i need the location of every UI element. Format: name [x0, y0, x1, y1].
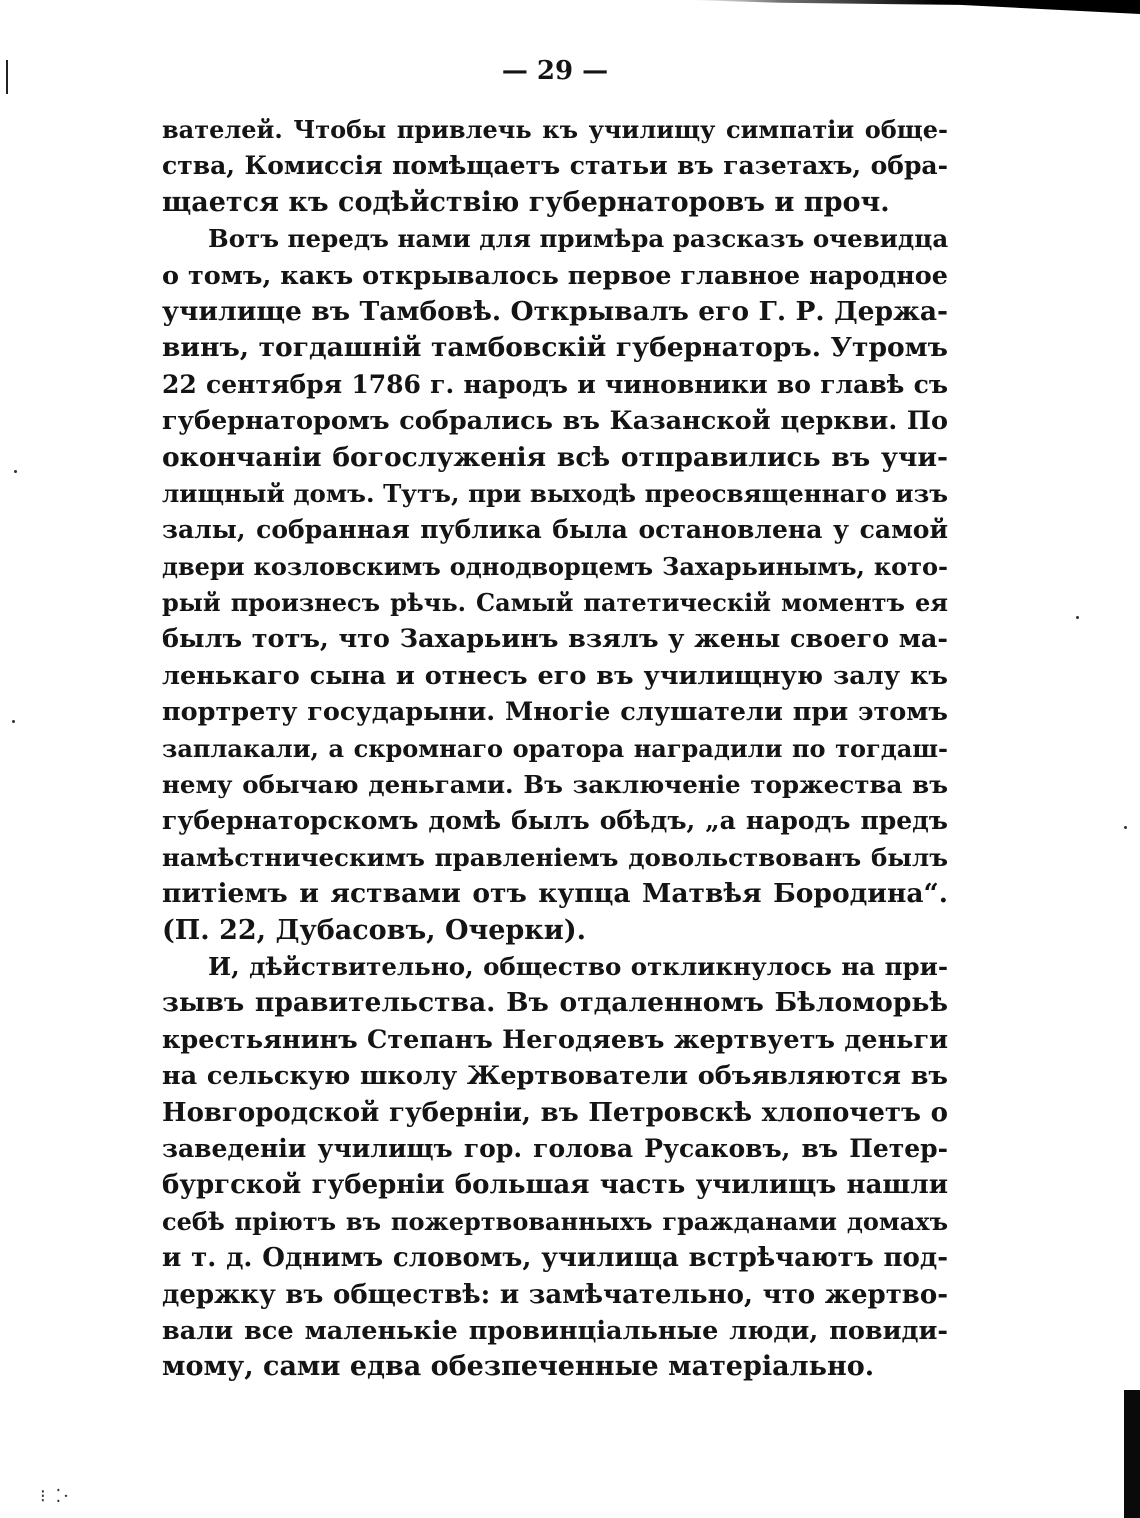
- text-line: училище въ Тамбовѣ. Открывалъ его Г. Р. Держа-: [162, 295, 948, 327]
- text-line: ленькаго сына и отнесъ его въ училищную залу къ: [162, 660, 948, 691]
- text-line: 22 сентября 1786 г. народъ и чиновники во главѣ съ: [162, 369, 948, 399]
- text-line: мому, сами едва обезпеченные матеріально.: [162, 1351, 875, 1383]
- text-line: бургской губерніи большая часть училищъ нашли: [162, 1170, 948, 1201]
- text-line: держку въ обществѣ: и замѣчательно, что жертво-: [162, 1279, 948, 1310]
- text-line: питіемъ и яствами отъ купца Матвѣя Бородина“.: [162, 878, 948, 910]
- text-line: крестьянинъ Степанъ Негодяевъ жертвуетъ деньги: [162, 1024, 948, 1055]
- text-line: вателей. Чтобы привлечь къ училищу симпатіи обще-: [162, 115, 948, 144]
- body-text: [162, 112, 948, 1386]
- scan-edge-top: [690, 0, 1140, 14]
- text-line: на сельскую школу Жертвователи объявляются въ: [162, 1061, 948, 1092]
- text-line: рый произнесъ рѣчь. Самый патетическій моментъ ея: [162, 588, 948, 618]
- text-line: вали все маленькіе провинціальные люди, повиди-: [162, 1315, 948, 1346]
- text-line: себѣ пріютъ въ пожертвованныхъ гражданами домахъ: [162, 1206, 948, 1236]
- scan-mark-bottom: ⁝ ⁚·: [40, 1486, 71, 1507]
- text-line: (П. 22, Дубасовъ, Очерки).: [162, 914, 586, 946]
- text-line: Новгородской губерніи, въ Петровскѣ хлопочетъ о: [162, 1097, 948, 1128]
- paragraph-2: [162, 221, 948, 949]
- text-line: нему обычаю деньгами. Въ заключеніе торжества въ: [162, 770, 948, 800]
- scan-edge-right: [1124, 1390, 1140, 1518]
- text-line: губернаторскомъ домѣ былъ обѣдъ, „а народъ предъ: [162, 806, 948, 836]
- page-number: — 29 —: [501, 56, 609, 86]
- text-line: и т. д. Однимъ словомъ, училища встрѣчаютъ под-: [162, 1243, 948, 1274]
- text-line: двери козловскимъ однодворцемъ Захарьинымъ, кото-: [162, 551, 948, 581]
- text-line: портрету государыни. Многіе слушатели при этомъ: [162, 697, 948, 728]
- text-line: заведеніи училищъ гор. голова Русаковъ, въ Петер-: [162, 1133, 948, 1163]
- text-line: окончаніи богослуженія всѣ отправились въ учи-: [162, 441, 948, 473]
- text-line: И, дѣйствительно, общество откликнулось на при-: [208, 951, 948, 981]
- text-line: лищный домъ. Тутъ, при выходѣ преосвященнаго изъ: [162, 478, 948, 508]
- text-line: винъ, тогдашній тамбовскій губернаторъ. Утромъ: [162, 332, 948, 364]
- scan-speck: [1124, 826, 1127, 829]
- text-line: заплакали, а скромнаго оратора наградили по тогдаш-: [162, 733, 948, 763]
- text-line: залы, собранная публика была остановлена у самой: [162, 515, 948, 545]
- text-line: ства, Комиссія помѣщаетъ статьи въ газетахъ, обра-: [162, 151, 948, 181]
- scan-speck: [12, 720, 15, 723]
- paragraph-1: [162, 112, 948, 221]
- text-line: зывъ правительства. Въ отдаленномъ Бѣломорьѣ: [162, 987, 948, 1019]
- text-line: Вотъ передъ нами для примѣра разсказъ очевидца: [208, 224, 948, 254]
- paragraph-3: [162, 949, 948, 1386]
- text-line: былъ тотъ, что Захарьинъ взялъ у жены своего ма-: [162, 624, 948, 655]
- text-line: губернаторомъ собрались въ Казанской церкви. По: [162, 406, 948, 437]
- text-line: щается къ содѣйствію губернаторовъ и проч.: [162, 186, 890, 218]
- text-line: о томъ, какъ открывалось первое главное народное: [162, 260, 948, 291]
- scan-speck: [1076, 616, 1079, 619]
- scan-speck: [14, 470, 17, 473]
- text-line: намѣстническимъ правленіемъ довольствованъ былъ: [162, 842, 948, 872]
